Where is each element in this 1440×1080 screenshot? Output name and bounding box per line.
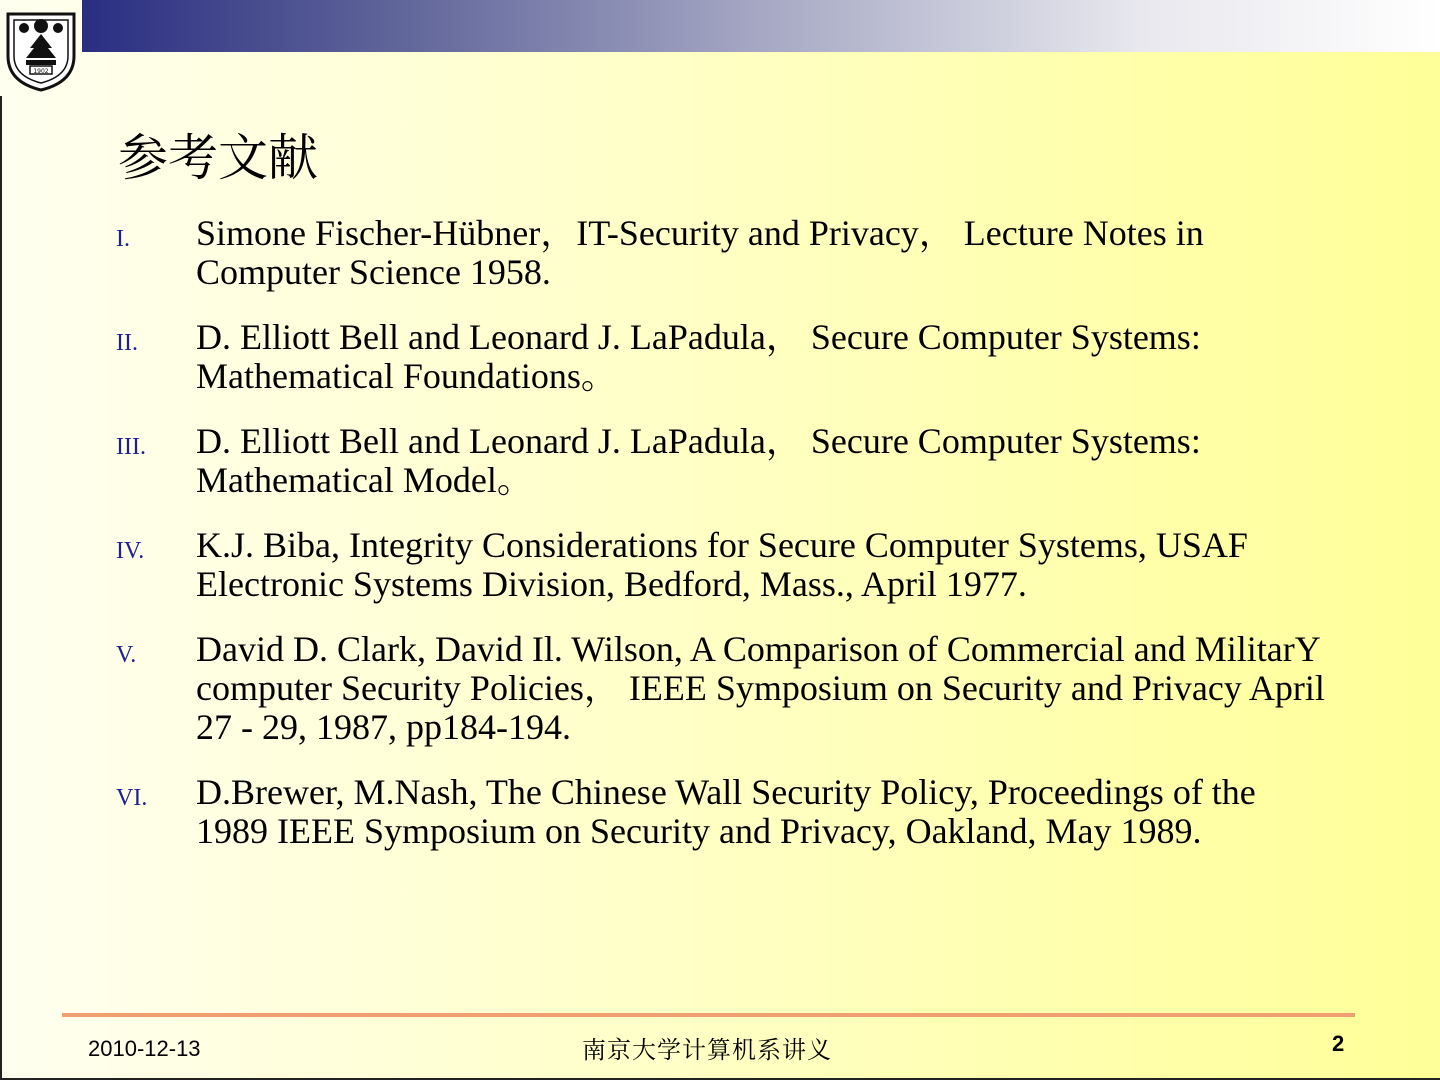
slide-title: 参考文献 — [118, 129, 318, 187]
reference-text: D.Brewer, M.Nash, The Chinese Wall Security Policy, Proceedings of the 1989 IEEE Symposium on Security and Privacy, Oakland, May 1989. — [196, 772, 1256, 851]
reference-number: II. — [116, 330, 138, 356]
svg-text:1902: 1902 — [33, 68, 49, 75]
reference-text: D. Elliott Bell and Leonard J. LaPadula， Secure Computer Systems: Mathematical Model。 — [196, 421, 1201, 500]
footer-course-name: 南京大学计算机系讲义 — [582, 1036, 832, 1064]
footer-date: 2010-12-13 — [88, 1036, 201, 1061]
reference-number: V. — [116, 642, 137, 668]
reference-item — [0, 773, 1440, 851]
reference-text: David D. Clark, David Il. Wilson, A Comparison of Commercial and MilitarY computer Security Policies， IEEE Symposium on Security and Privacy April 27 - 29, 1987, pp184-194. — [196, 629, 1325, 747]
reference-text: Simone Fischer-Hübner，IT-Security and Privacy， Lecture Notes in Computer Science 1958. — [196, 213, 1204, 292]
reference-text: K.J. Biba, Integrity Considerations for Secure Computer Systems, USAF Electronic Systems Division, Bedford, Mass., April 1977. — [196, 525, 1248, 604]
reference-number: IV. — [116, 538, 145, 564]
university-crest-icon — [4, 4, 78, 92]
reference-item — [0, 318, 1440, 396]
reference-text: D. Elliott Bell and Leonard J. LaPadula， Secure Computer Systems: Mathematical Foundations。 — [196, 317, 1201, 396]
slide-page-number: 2 — [1332, 1031, 1345, 1056]
reference-item — [0, 630, 1440, 747]
reference-number: VI. — [116, 785, 148, 811]
reference-item — [0, 214, 1440, 292]
reference-number: I. — [116, 226, 130, 252]
header-gradient-bar — [82, 0, 1440, 52]
reference-number: III. — [116, 434, 146, 460]
footer-divider — [62, 1013, 1355, 1017]
reference-item — [0, 422, 1440, 500]
reference-item — [0, 526, 1440, 604]
reference-list — [0, 214, 1440, 877]
